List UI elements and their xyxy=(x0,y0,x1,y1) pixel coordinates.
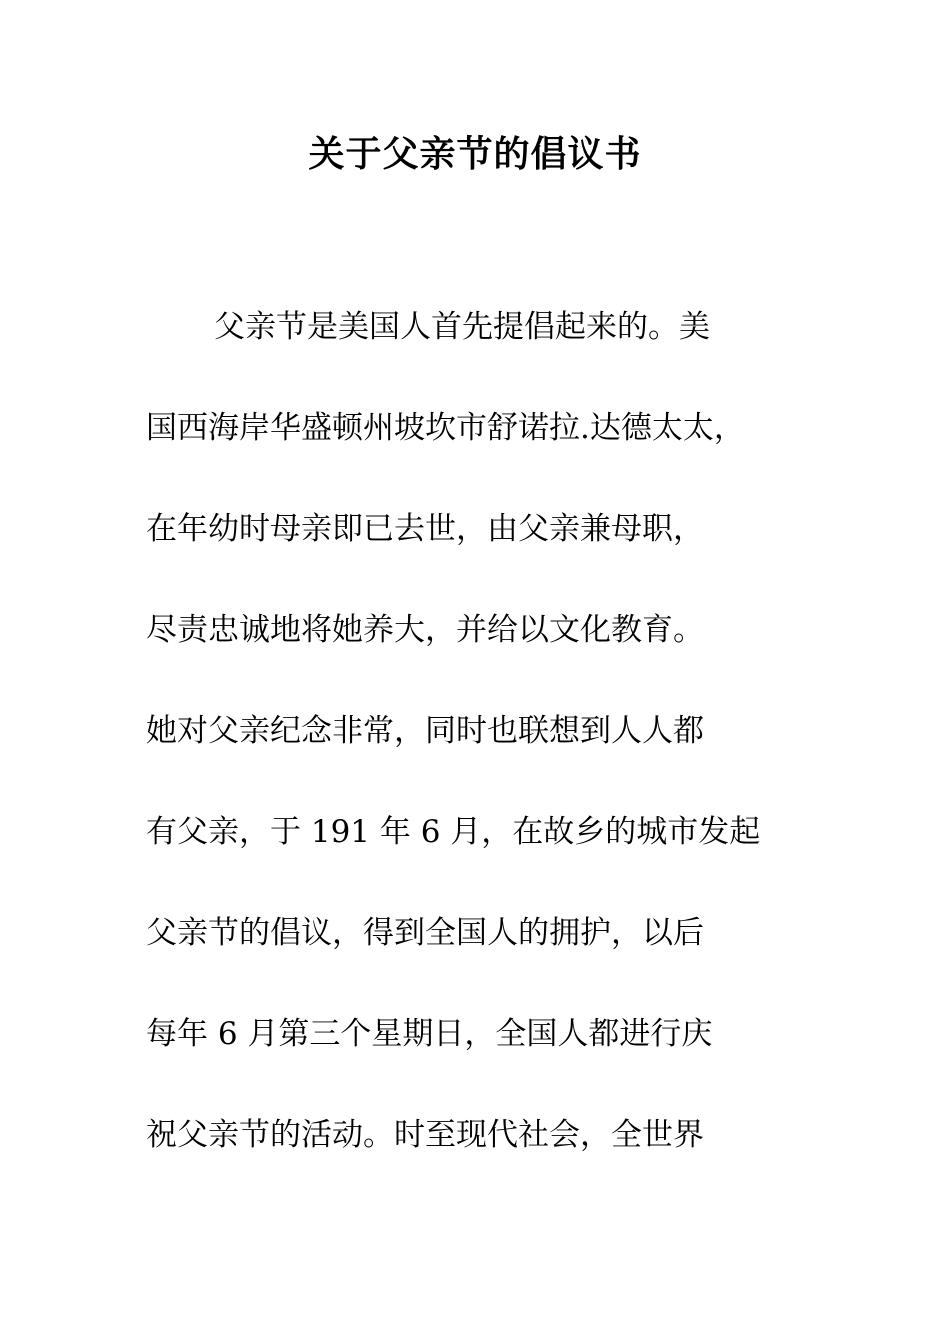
paragraph-line: 她对父亲纪念非常，同时也联想到人人都 xyxy=(146,713,704,749)
paragraph-line: 祝父亲节的活动。时至现代社会，全世界 xyxy=(146,1117,704,1153)
paragraph-line: 父亲节的倡议，得到全国人的拥护，以后 xyxy=(146,915,704,951)
paragraph-line: 每年 6 月第三个星期日，全国人都进行庆 xyxy=(146,1016,713,1052)
paragraph-line: 父亲节是美国人首先提倡起来的。美 xyxy=(214,309,710,345)
paragraph-line: 有父亲，于 191 年 6 月，在故乡的城市发起 xyxy=(146,814,761,850)
paragraph-line: 在年幼时母亲即已去世，由父亲兼母职， xyxy=(146,511,704,547)
paragraph-line: 尽责忠诚地将她养大，并给以文化教育。 xyxy=(146,612,704,648)
paragraph-line: 国西海岸华盛顿州坡坎市舒诺拉.达德太太， xyxy=(146,410,745,446)
document-title: 关于父亲节的倡议书 xyxy=(308,133,642,175)
document-body xyxy=(146,300,846,1209)
